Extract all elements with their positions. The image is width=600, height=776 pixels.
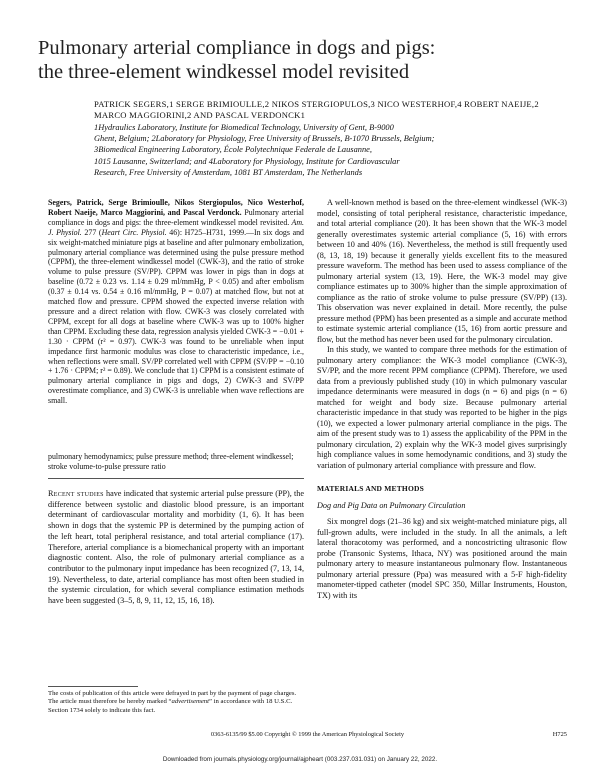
footnote [48,690,304,715]
footnote-text-end: ” in accordance with 18 U.S.C. Section 1734 solely to indicate this fact. [48,698,293,714]
right-column [317,198,567,601]
affiliation-line: 1Hydraulics Laboratory, Institute for Biomedical Technology, University of Gent, B-9000 [94,123,394,132]
section-heading: MATERIALS AND METHODS [317,484,424,493]
abstract-journal: Am. J. Physiol. [48,217,304,237]
abstract-body: 46): H725–H731, 1999.—In six dogs and six weight-matched miniature pigs at baseline and after pulmonary embolization, pulmonary arterial compliance was determined using the pulse pressure method (CPPM), the three-element windkessel model (CWK-3), and the ratio of stroke volume to pulse pressure (SV/PP). CPPM was lower in pigs than in dogs at baseline (0.72 ± 0.23 vs. 1.14 ± 0.29 ml/mmHg, P < 0.05) and after embolism (0.37 ± 0.14 vs. 0.54 ± 0.16 ml/mmHg, P = 0.07) at matched flow, but not at matched flow and pressure. CPPM showed the expected inverse relation with pressure and a direct relation with flow. CWK-3 was closely correlated with CPPM, except for all dogs at baseline where CWK-3 was up to 100% higher than CPPM. Excluding these data, regression analysis yielded CWK-3 = −0.01 + 1.30 · CPPM (r² = 0.97). CWK-3 was found to be unreliable when input impedance first harmonic modulus was close to characteristic impedance, i.e., when reflections were small. SV/PP correlated well with CPPM (SV/PP = −0.10 + 1.76 · CPPM; r² = 0.89). We conclude that 1) CPPM is a consistent estimate of pulmonary arterial compliance in pigs and dogs, 2) CWK-3 and SV/PP overestimate compliance, and 3) CWK-3 is unreliable when wave reflections are small. [48,227,304,406]
affiliation-line: Ghent, Belgium; 2Laboratory for Physiology, Free University of Brussels, B-1070 Brussels, Belgium; [94,134,435,144]
article-title [38,36,568,84]
abstract-authors: Segers, Patrick, Serge Brimioulle, Nikos Stergiopulos, Nico Westerhof, Robert Naeije, Marco Maggiorini, and Pascal Verdonck. [48,198,304,217]
keywords: pulmonary hemodynamics; pulse pressure method; three-element windkessel; stroke volume-to-pulse pressure ratio [48,452,294,471]
footnote-divider [48,686,138,687]
introduction [48,489,304,607]
divider [48,478,304,479]
footnote-italic: advertisement [171,698,209,706]
page-number: H725 [552,731,567,738]
affiliation-line: 1015 Lausanne, Switzerland; and 4Laboratory for Physiology, Institute for Cardiovascular [94,156,400,166]
abstract-title-part: Pulmonary arterial compliance in dogs and pigs: the three-element windkessel model revisited. [48,207,304,227]
paragraph: Six mongrel dogs (21–36 kg) and six weight-matched miniature pigs, all full-grown adults, were included in the study. In all the animals, a left lateral thoracotomy was performed, and a noncostricting ultrasonic flow probe (Transonic Systems, Ithaca, NY) was positioned around the main pulmonary artery to measure instantaneous pulmonary flow. Instantaneous pulmonary arterial pressure (Ppa) was measured with a 5-F high-fidelity manometer-tipped catheter (model SPC 350, Millar Instruments, Houston, TX) with its [317,517,567,600]
affiliation-line: Research, Free University of Amsterdam, 1081 BT Amsterdam, The Netherlands [94,167,363,177]
footnote-text: The costs of publication of this article were defrayed in part by the payment of page charges. The article must therefore be hereby marked “ [48,690,297,706]
abstract-issue: Heart Circ. Physiol. [101,227,167,237]
subsection-heading: Dog and Pig Data on Pulmonary Circulation [317,500,466,510]
author-list: PATRICK SEGERS,1 SERGE BRIMIOULLE,2 NIKOS STERGIOPULOS,3 NICO WESTERHOF,4 ROBERT NAEIJE,2 MARCO MAGGIORINI,2 AND PASCAL VERDONCK1 [94,99,539,121]
affiliations [94,122,574,178]
title-line-1: Pulmonary arterial compliance in dogs and pigs: [38,37,436,59]
affiliation-line: 3Biomedical Engineering Laboratory, École Polytechnique Federale de Lausanne, [94,145,372,155]
download-notice: Downloaded from journals.physiology.org/journal/ajpheart (003.237.031.031) on January 22, 2022. [162,756,438,763]
paragraph: A well-known method is based on the three-element windkessel (WK-3) model, consisting of total peripheral resistance, characteristic impedance, and total arterial compliance (20). It has been shown that the WK-3 model generally overestimates systemic arterial compliance (5, 16) with errors between 10 and 40% (16). Nevertheless, the method is still frequently used (8, 13, 18, 19) because it generally yields excellent fits to the measured pressure waveform. The method has been used to assess compliance of the pulmonary arterial system (13, 19). Here, the WK-3 model may give compliance estimates up to 300% higher than the simple approximation of compliance as the ratio of stroke volume to pulse pressure (SV/PP) (13). This observation was never explained in detail. More recently, the pulse pressure method (PPM) has been presented as a simple and accurate method to estimate systemic arterial compliance (15, 16) from aortic pressure and flow, but the method has never been used for the pulmonary circulation. [317,198,567,344]
paragraph: In this study, we wanted to compare three methods for the estimation of pulmonary artery compliance: the WK-3 model compliance (CWK-3), SV/PP, and the more recent PPM compliance (CPPM). Therefore, we used data from a previously published study (10) in which pulmonary vascular impedance determinants were measured in dogs (n = 6) and pigs (n = 6) matched for weight and body size. Because pulmonary arterial characteristic impedance in that study was reported to be higher in the pigs (10), we expected a lower pulmonary arterial compliance in the pigs. The aim of the present study was to 1) assess the applicability of the PPM in the pulmonary circulation, 2) explain why the WK-3 model gives surprisingly high compliance values in some hemodynamic conditions, and 3) study the variation of pulmonary arterial compliance with pressure and flow. [317,345,567,470]
abstract-volume: 277 ( [81,227,102,237]
abstract [48,198,304,406]
intro-text: have indicated that systemic arterial pulse pressure (PP), the difference between systolic and diastolic blood pressure, is an important determinant of cardiovascular mortality and morbidity (1, 6). It has been shown in dogs that the systemic PP is determined by the pumping action of the left heart, total peripheral resistance, and total arterial compliance (17). Therefore, arterial compliance is a biomechanical property with an important diagnostic content. Also, the role of pulmonary arterial compliance as a contributor to the pulmonary input impedance has been recognized (7, 13, 14, 19). Nevertheless, to date, arterial compliance has most often been studied in the systemic circulation, for which several compliance estimation methods have been suggested (3–5, 8, 9, 11, 12, 15, 16, 18). [48,489,304,606]
title-line-2: the three-element windkessel model revisited [38,61,410,83]
intro-lead: Recent studies [48,489,104,498]
copyright: 0363-6135/99 $5.00 Copyright © 1999 the American Physiological Society [210,731,405,738]
